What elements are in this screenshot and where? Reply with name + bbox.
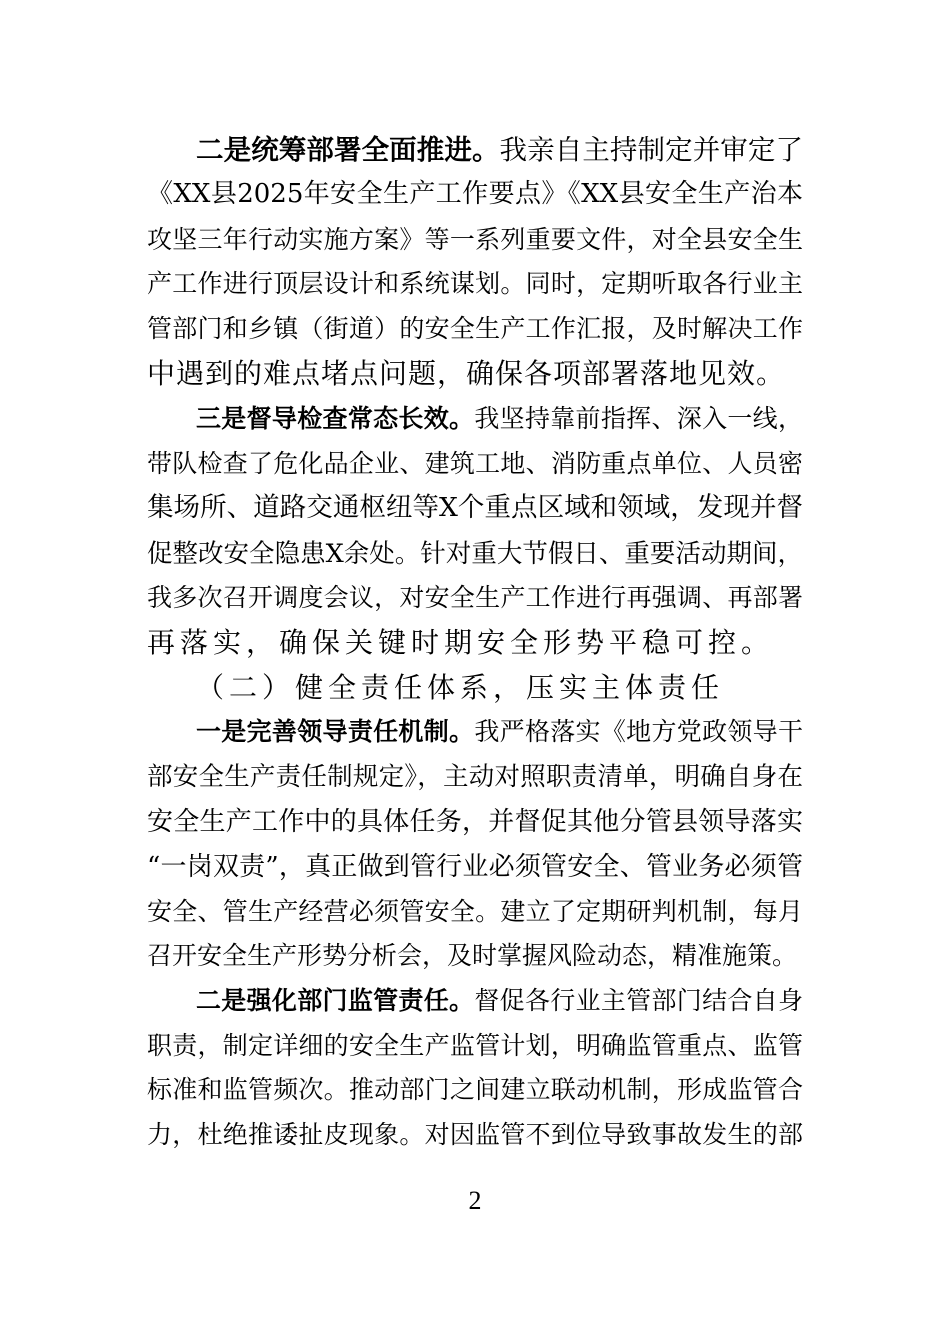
paragraph-line: [147, 847, 803, 887]
paragraph-line: [147, 936, 803, 976]
paragraph-line: [147, 444, 803, 484]
line-text: 带队检查了危化品企业、建筑工地、消防重点单位、人员密: [147, 449, 803, 478]
paragraph-line: [196, 130, 803, 170]
paragraph-line: [147, 623, 803, 663]
line-text: 再落实，确保关键时期安全形势平稳可控。: [147, 626, 775, 659]
paragraph-line: [147, 174, 803, 214]
line-text: 安全生产工作中的具体任务，并督促其他分管县领导落实: [147, 807, 803, 837]
paragraph-line: [196, 712, 803, 752]
line-text: 职责，制定详细的安全生产监管计划，明确监管重点、监管: [147, 1031, 803, 1060]
line-text: 产工作进行顶层设计和系统谋划。同时，定期听取各行业主: [147, 269, 803, 298]
line-text: 我严格落实《地方党政领导干: [474, 717, 803, 746]
paragraph-line: [147, 757, 803, 797]
paragraph-line: [147, 220, 803, 260]
paragraph-line: [147, 264, 803, 304]
paragraph-lead-bold: 一是完善领导责任机制。: [196, 717, 475, 746]
page-number: 2: [468, 1186, 482, 1215]
paragraph-line: [147, 1026, 803, 1066]
paragraph-line: [196, 981, 803, 1021]
line-text: 中遇到的难点堵点问题，确保各项部署落地见效。: [147, 357, 786, 390]
line-text: 我多次召开调度会议，对安全生产工作进行再强调、再部署: [147, 583, 803, 612]
line-text: 标准和监管频次。推动部门之间建立联动机制，形成监管合: [147, 1075, 803, 1104]
paragraph-lead-bold: 二是统筹部署全面推进。: [196, 134, 500, 166]
line-text: 力，杜绝推诿扯皮现象。对因监管不到位导致事故发生的部: [147, 1120, 803, 1149]
line-text: 安全、管生产经营必须管安全。建立了定期研判机制，每月: [147, 897, 803, 926]
line-text: （二）健全责任体系，压实主体责任: [196, 671, 725, 704]
paragraph-line: [147, 578, 803, 618]
line-text: 督促各行业主管部门结合自身: [474, 986, 803, 1015]
line-text: 《XX县2025年安全生产工作要点》《XX县安全生产治本: [147, 179, 803, 209]
line-text: 管部门和乡镇（街道）的安全生产工作汇报，及时解决工作: [147, 314, 803, 343]
paragraph-line: [196, 399, 803, 439]
line-text: 召开安全生产形势分析会，及时掌握风险动态，精准施策。: [147, 941, 798, 970]
paragraph-line: [147, 488, 803, 528]
paragraph-line: [147, 892, 803, 932]
paragraph-line: [147, 802, 803, 842]
paragraph-line: [147, 1070, 803, 1110]
line-text: 集场所、道路交通枢纽等X个重点区域和领域，发现并督: [147, 492, 803, 523]
line-text: 促整改安全隐患X余处。针对重大节假日、重要活动期间，: [147, 539, 803, 569]
line-text: 我坚持靠前指挥、深入一线，: [474, 404, 803, 433]
paragraph-line: [147, 309, 803, 349]
line-text: 攻坚三年行动实施方案》等一系列重要文件，对全县安全生: [147, 225, 803, 254]
section-heading: [196, 668, 803, 708]
paragraph-lead-bold: 二是强化部门监管责任。: [196, 986, 475, 1015]
paragraph-line: [147, 1115, 803, 1155]
paragraph-line: [147, 534, 803, 574]
line-text: “一岗双责”，真正做到管行业必须管安全、管业务必须管: [147, 852, 803, 882]
line-text: 部安全生产责任制规定》，主动对照职责清单，明确自身在: [147, 762, 803, 792]
paragraph-lead-bold: 三是督导检查常态长效。: [196, 404, 475, 433]
line-text: 我亲自主持制定并审定了: [499, 134, 803, 166]
paragraph-line: [147, 354, 803, 394]
